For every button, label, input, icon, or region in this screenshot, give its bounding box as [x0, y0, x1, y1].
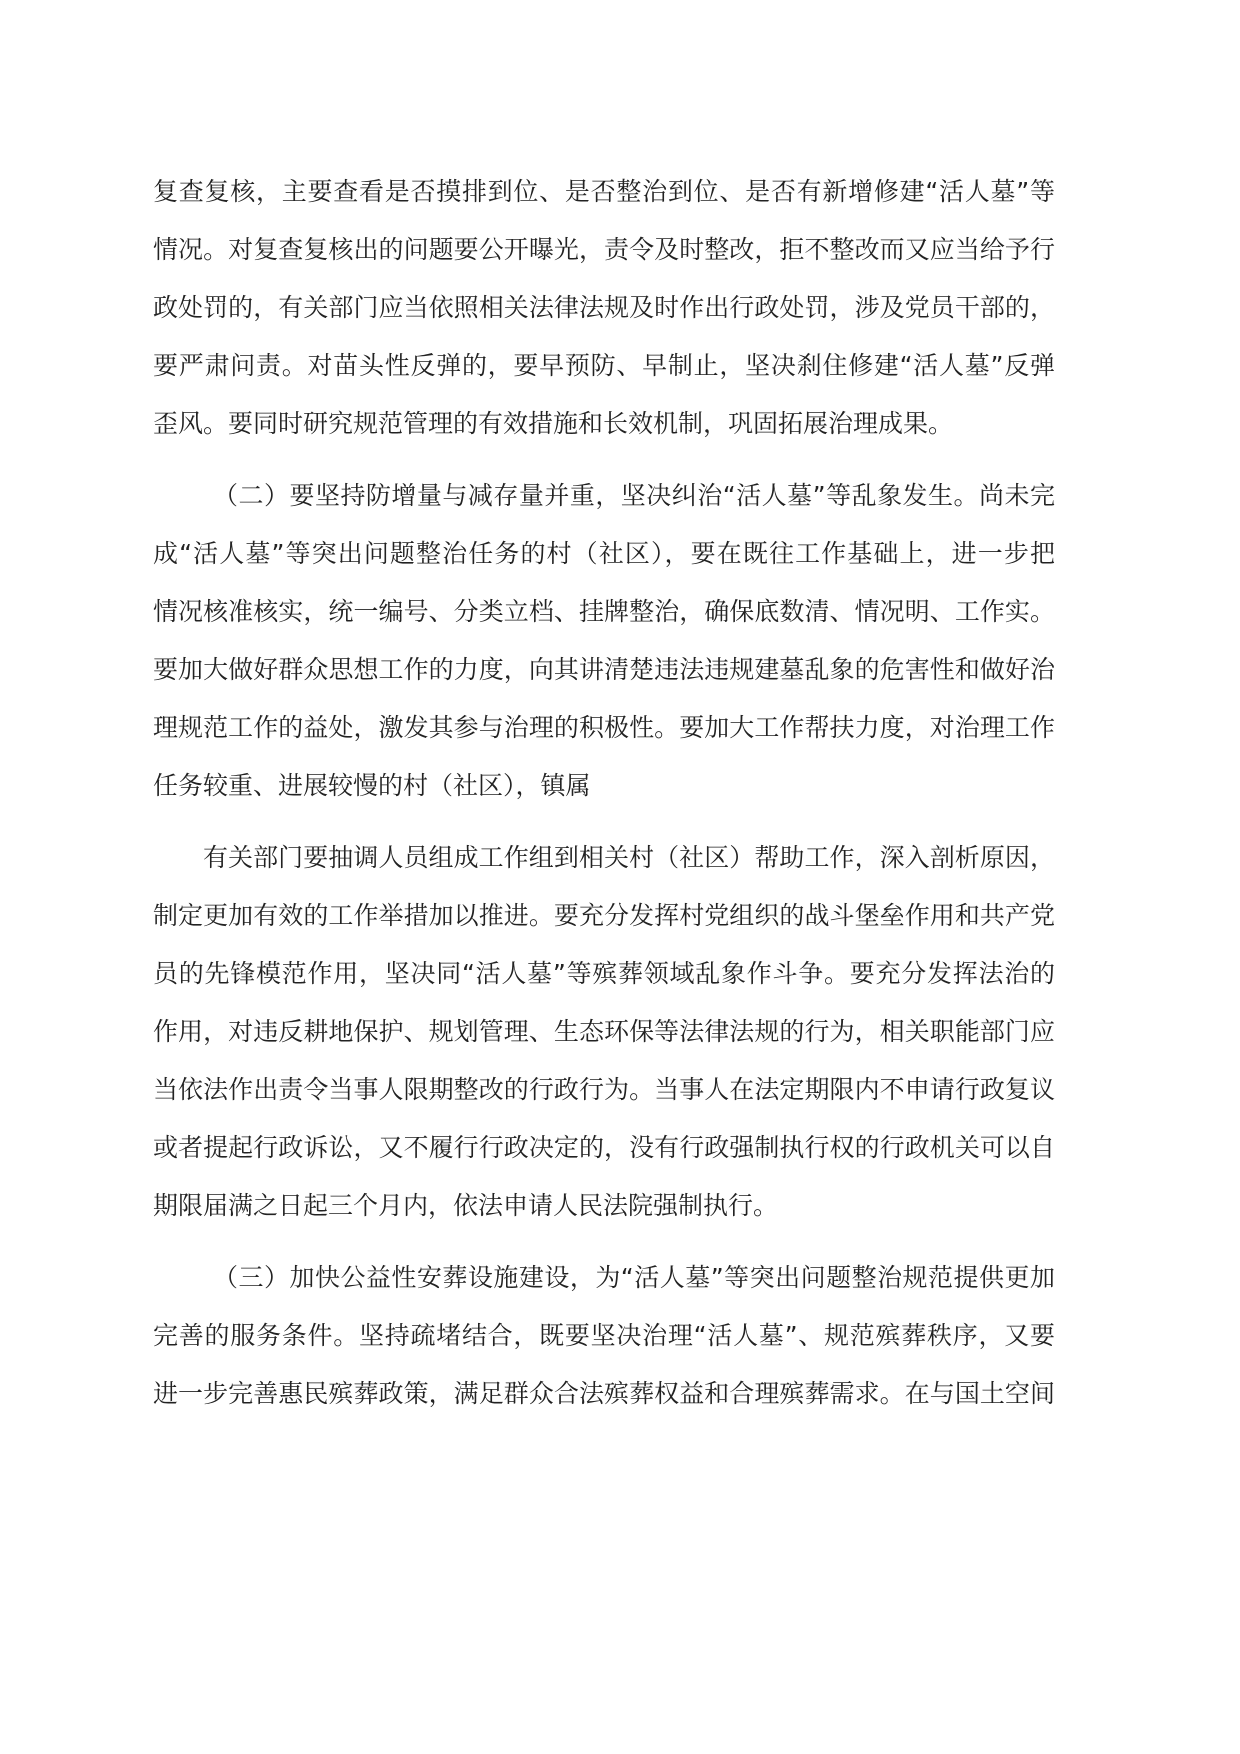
text-line: 歪风。要同时研究规范管理的有效措施和长效机制，巩固拓展治理成果。 — [153, 409, 954, 438]
text-line: 员的先锋模范作用，坚决同“活人墓”等殡葬领域乱象作斗争。要充分发挥法治的 — [153, 959, 1055, 988]
text-line: 当依法作出责令当事人限期整改的行政行为。当事人在法定期限内不申请行政复议 — [153, 1075, 1055, 1104]
text-line: 情况。对复查复核出的问题要公开曝光，责令及时整改，拒不整改而又应当给予行 — [153, 235, 1055, 264]
text-line: 要严肃问责。对苗头性反弹的，要早预防、早制止，坚决刹住修建“活人墓”反弹 — [153, 351, 1055, 380]
text-line: 理规范工作的益处，激发其参与治理的积极性。要加大工作帮扶力度，对治理工作 — [153, 713, 1055, 742]
text-line: 制定更加有效的工作举措加以推进。要充分发挥村党组织的战斗堡垒作用和共产党 — [153, 901, 1055, 930]
text-line: 政处罚的，有关部门应当依照相关法律法规及时作出行政处罚，涉及党员干部的， — [153, 293, 1055, 322]
text-line: 要加大做好群众思想工作的力度，向其讲清楚违法违规建墓乱象的危害性和做好治 — [153, 655, 1055, 684]
text-line: 复查复核，主要查看是否摸排到位、是否整治到位、是否有新增修建“活人墓”等 — [153, 177, 1055, 206]
text-line: 或者提起行政诉讼，又不履行行政决定的，没有行政强制执行权的行政机关可以自 — [153, 1133, 1055, 1162]
text-line: 进一步完善惠民殡葬政策，满足群众合法殡葬权益和合理殡葬需求。在与国土空间 — [153, 1379, 1055, 1408]
text-line: 作用，对违反耕地保护、规划管理、生态环保等法律法规的行为，相关职能部门应 — [153, 1017, 1055, 1046]
text-line: 情况核准核实，统一编号、分类立档、挂牌整治，确保底数清、情况明、工作实。 — [153, 597, 1055, 626]
text-line: 有关部门要抽调人员组成工作组到相关村（社区）帮助工作，深入剖析原因， — [203, 843, 1055, 872]
text-line: 期限届满之日起三个月内，依法申请人民法院强制执行。 — [153, 1191, 779, 1220]
text-line: 完善的服务条件。坚持疏堵结合，既要坚决治理“活人墓”、规范殡葬秩序，又要 — [153, 1321, 1055, 1350]
text-line: 成“活人墓”等突出问题整治任务的村（社区），要在既往工作基础上，进一步把 — [153, 539, 1055, 568]
text-line: 任务较重、进展较慢的村（社区），镇属 — [153, 771, 591, 800]
section-heading-3: （三）加快公益性安葬设施建设，为“活人墓”等突出问题整治规范提供更加 — [213, 1263, 1055, 1292]
section-heading-2: （二）要坚持防增量与减存量并重，坚决纠治“活人墓”等乱象发生。尚未完 — [213, 481, 1055, 510]
